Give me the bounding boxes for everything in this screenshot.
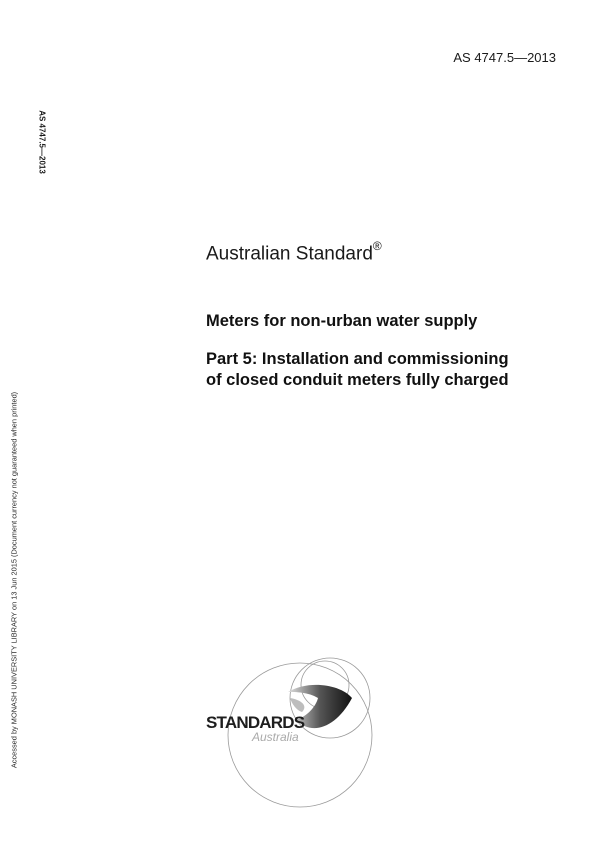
document-number: AS 4747.5—2013	[453, 50, 556, 65]
spine-label: AS 4747.5—2013	[37, 110, 47, 174]
part-title-line-2: of closed conduit meters fully charged	[206, 371, 509, 389]
standard-title: Meters for non-urban water supply	[206, 312, 478, 330]
part-title	[206, 349, 509, 391]
logo-wordmark: STANDARDS	[206, 713, 305, 732]
access-note: Accessed by MONASH UNIVERSITY LIBRARY on 13 Jun 2015 (Document currency not guaranteed when printed)	[9, 391, 19, 769]
part-title-line-1: Part 5: Installation and commissioning	[206, 350, 509, 368]
series-name: Australian Standard	[206, 243, 373, 265]
logo-subtitle: Australia	[252, 730, 299, 744]
registered-mark: ®	[372, 239, 382, 253]
series-title	[206, 241, 382, 265]
